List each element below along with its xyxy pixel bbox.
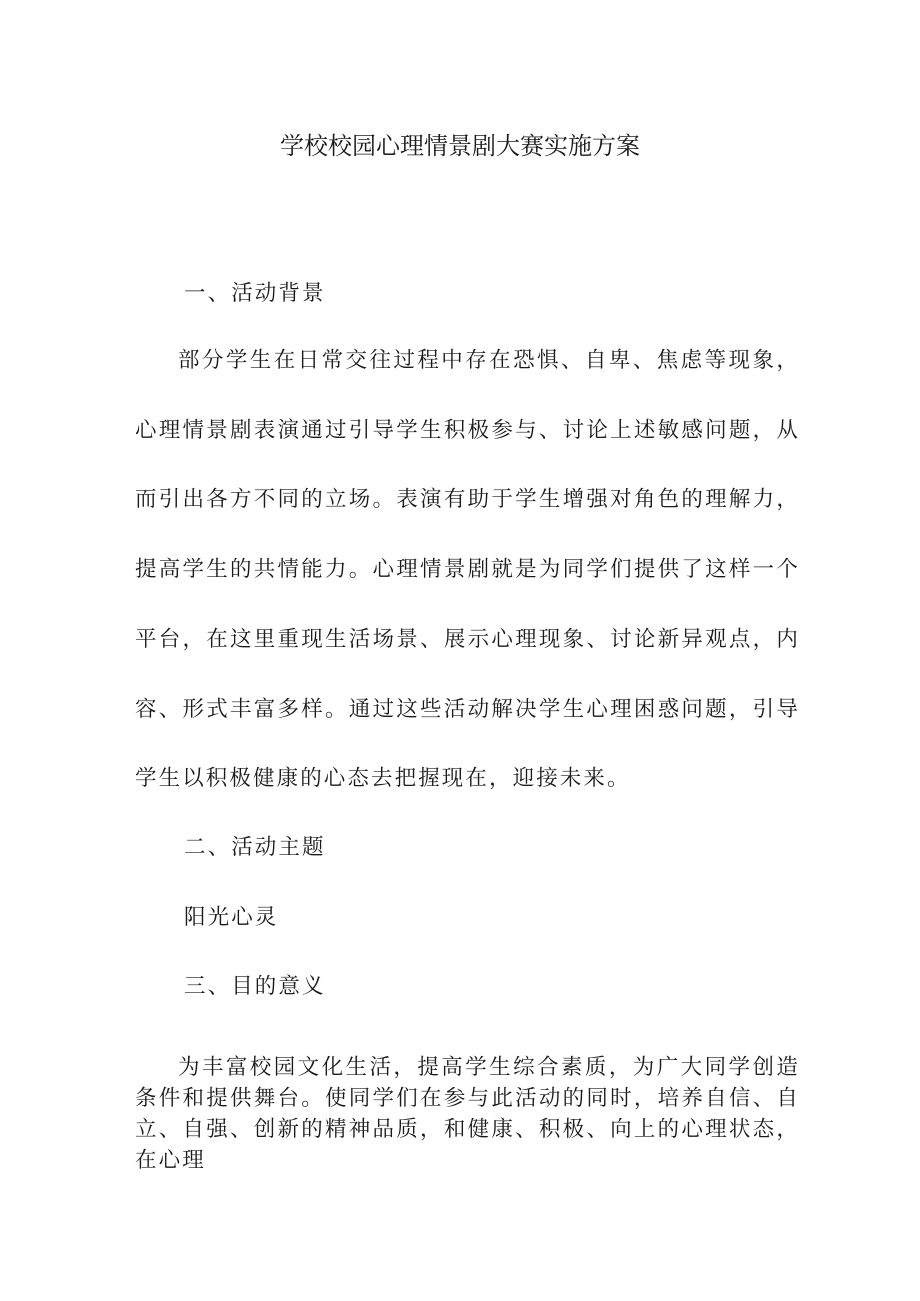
document-title: 学校校园心理情景剧大赛实施方案 bbox=[280, 132, 640, 160]
paragraph-background: 部分学生在日常交往过程中存在恐惧、自卑、焦虑等现象，心理情景剧表演通过引导学生积极参与、讨论上述敏感问题，从而引出各方不同的立场。表演有助于学生增强对角色的理解力，提高学生的共情能力。心理情景剧就是为同学们提供了这样一个平台，在这里重现生活场景、展示心理现象、讨论新异观点，内容、形式丰富多样。通过这些活动解决学生心理困惑问题，引导学生以积极健康的心态去把握现在，迎接未来。 bbox=[135, 348, 800, 792]
section-heading-purpose: 三、目的意义 bbox=[184, 974, 326, 999]
section-heading-background: 一、活动背景 bbox=[184, 281, 326, 306]
paragraph-purpose: 为丰富校园文化生活，提高学生综合素质，为广大同学创造条件和提供舞台。使同学们在参与此活动的同时，培养自信、自立、自强、创新的精神品质，和健康、积极、向上的心理状态，在心理 bbox=[135, 1055, 800, 1173]
section-heading-theme: 二、活动主题 bbox=[184, 835, 326, 860]
paragraph-theme: 阳光心灵 bbox=[184, 905, 279, 930]
